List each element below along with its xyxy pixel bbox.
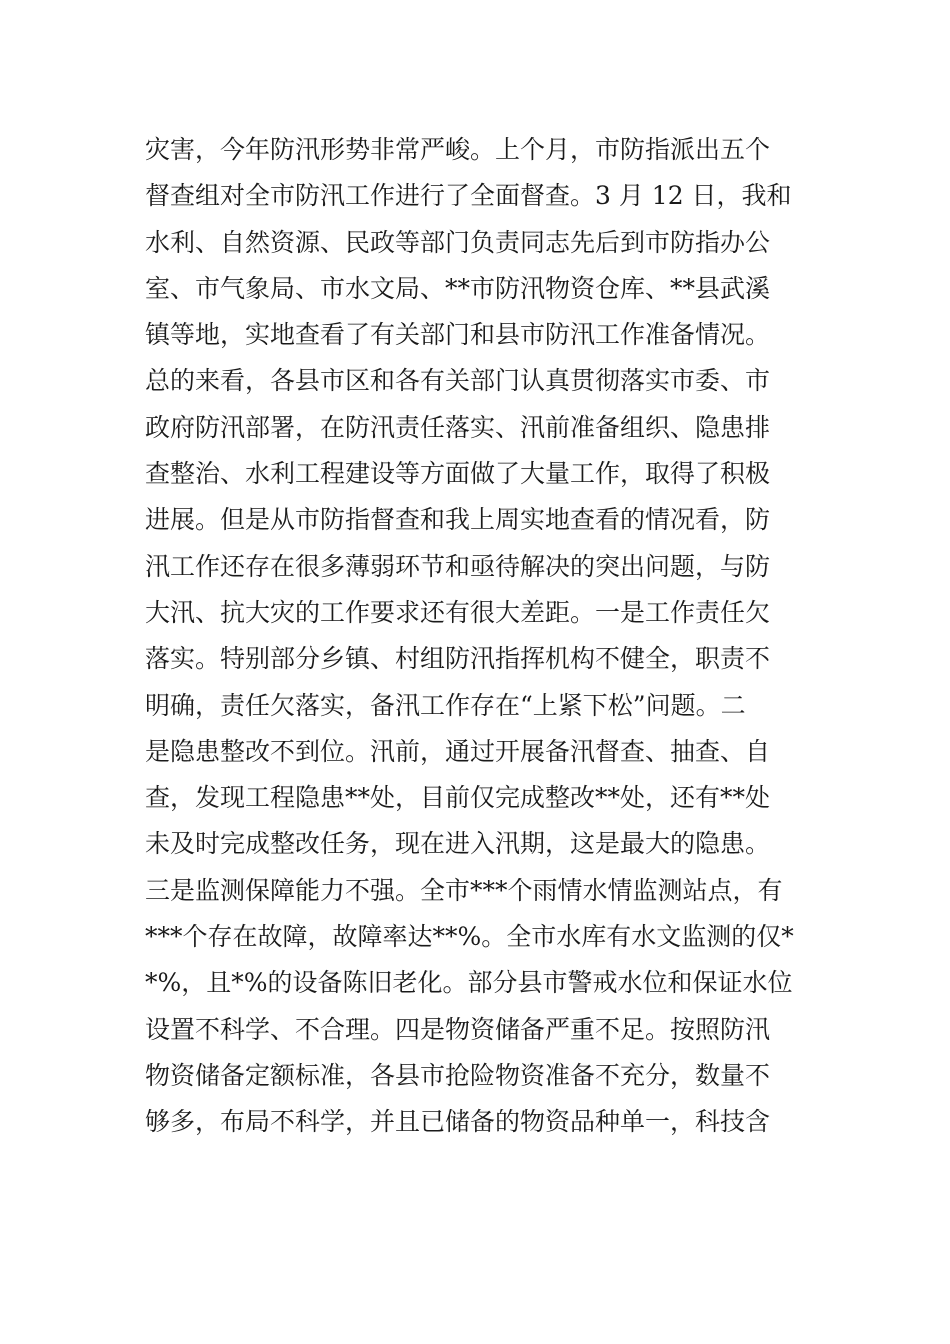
text-line: 够多，布局不科学，并且已储备的物资品种单一，科技含 xyxy=(145,1107,771,1137)
text-line: 总的来看，各县市区和各有关部门认真贯彻落实市委、市 xyxy=(145,366,771,396)
text-line: 水利、自然资源、民政等部门负责同志先后到市防指办公 xyxy=(145,227,771,257)
text-line: ***个存在故障，故障率达**%。全市水库有水文监测的仅* xyxy=(145,922,794,952)
text-line: 灾害，今年防汛形势非常严峻。上个月，市防指派出五个 xyxy=(145,135,771,164)
text-line: 督查组对全市防汛工作进行了全面督查。3 月 12 日，我和 xyxy=(145,181,792,211)
text-line: 未及时完成整改任务，现在进入汛期，这是最大的隐患。 xyxy=(145,829,771,859)
text-line: 是隐患整改不到位。汛前，通过开展备汛督查、抽查、自 xyxy=(145,736,771,766)
text-line: 查，发现工程隐患**处，目前仅完成整改**处，还有**处 xyxy=(145,783,771,813)
text-line: 物资储备定额标准，各县市抢险物资准备不充分，数量不 xyxy=(145,1060,771,1090)
text-line: 落实。特别部分乡镇、村组防汛指挥机构不健全，职责不 xyxy=(145,644,771,674)
text-line: 室、市气象局、市水文局、**市防汛物资仓库、**县武溪 xyxy=(145,273,771,303)
text-line: 镇等地，实地查看了有关部门和县市防汛工作准备情况。 xyxy=(145,320,771,350)
text-line: 大汛、抗大灾的工作要求还有很大差距。一是工作责任欠 xyxy=(145,597,771,627)
body-text xyxy=(145,127,815,1146)
text-line: 政府防汛部署，在防汛责任落实、汛前准备组织、隐患排 xyxy=(145,412,771,442)
text-line: 查整治、水利工程建设等方面做了大量工作，取得了积极 xyxy=(145,459,771,489)
text-line: 设置不科学、不合理。四是物资储备严重不足。按照防汛 xyxy=(145,1014,771,1044)
text-line: 明确，责任欠落实，备汛工作存在“上紧下松”问题。二 xyxy=(145,690,746,720)
text-line: 汛工作还存在很多薄弱环节和亟待解决的突出问题，与防 xyxy=(145,551,771,581)
text-line: *%，且*%的设备陈旧老化。部分县市警戒水位和保证水位 xyxy=(145,968,793,998)
text-line: 三是监测保障能力不强。全市***个雨情水情监测站点，有 xyxy=(145,875,783,905)
text-line: 进展。但是从市防指督查和我上周实地查看的情况看，防 xyxy=(145,505,771,535)
